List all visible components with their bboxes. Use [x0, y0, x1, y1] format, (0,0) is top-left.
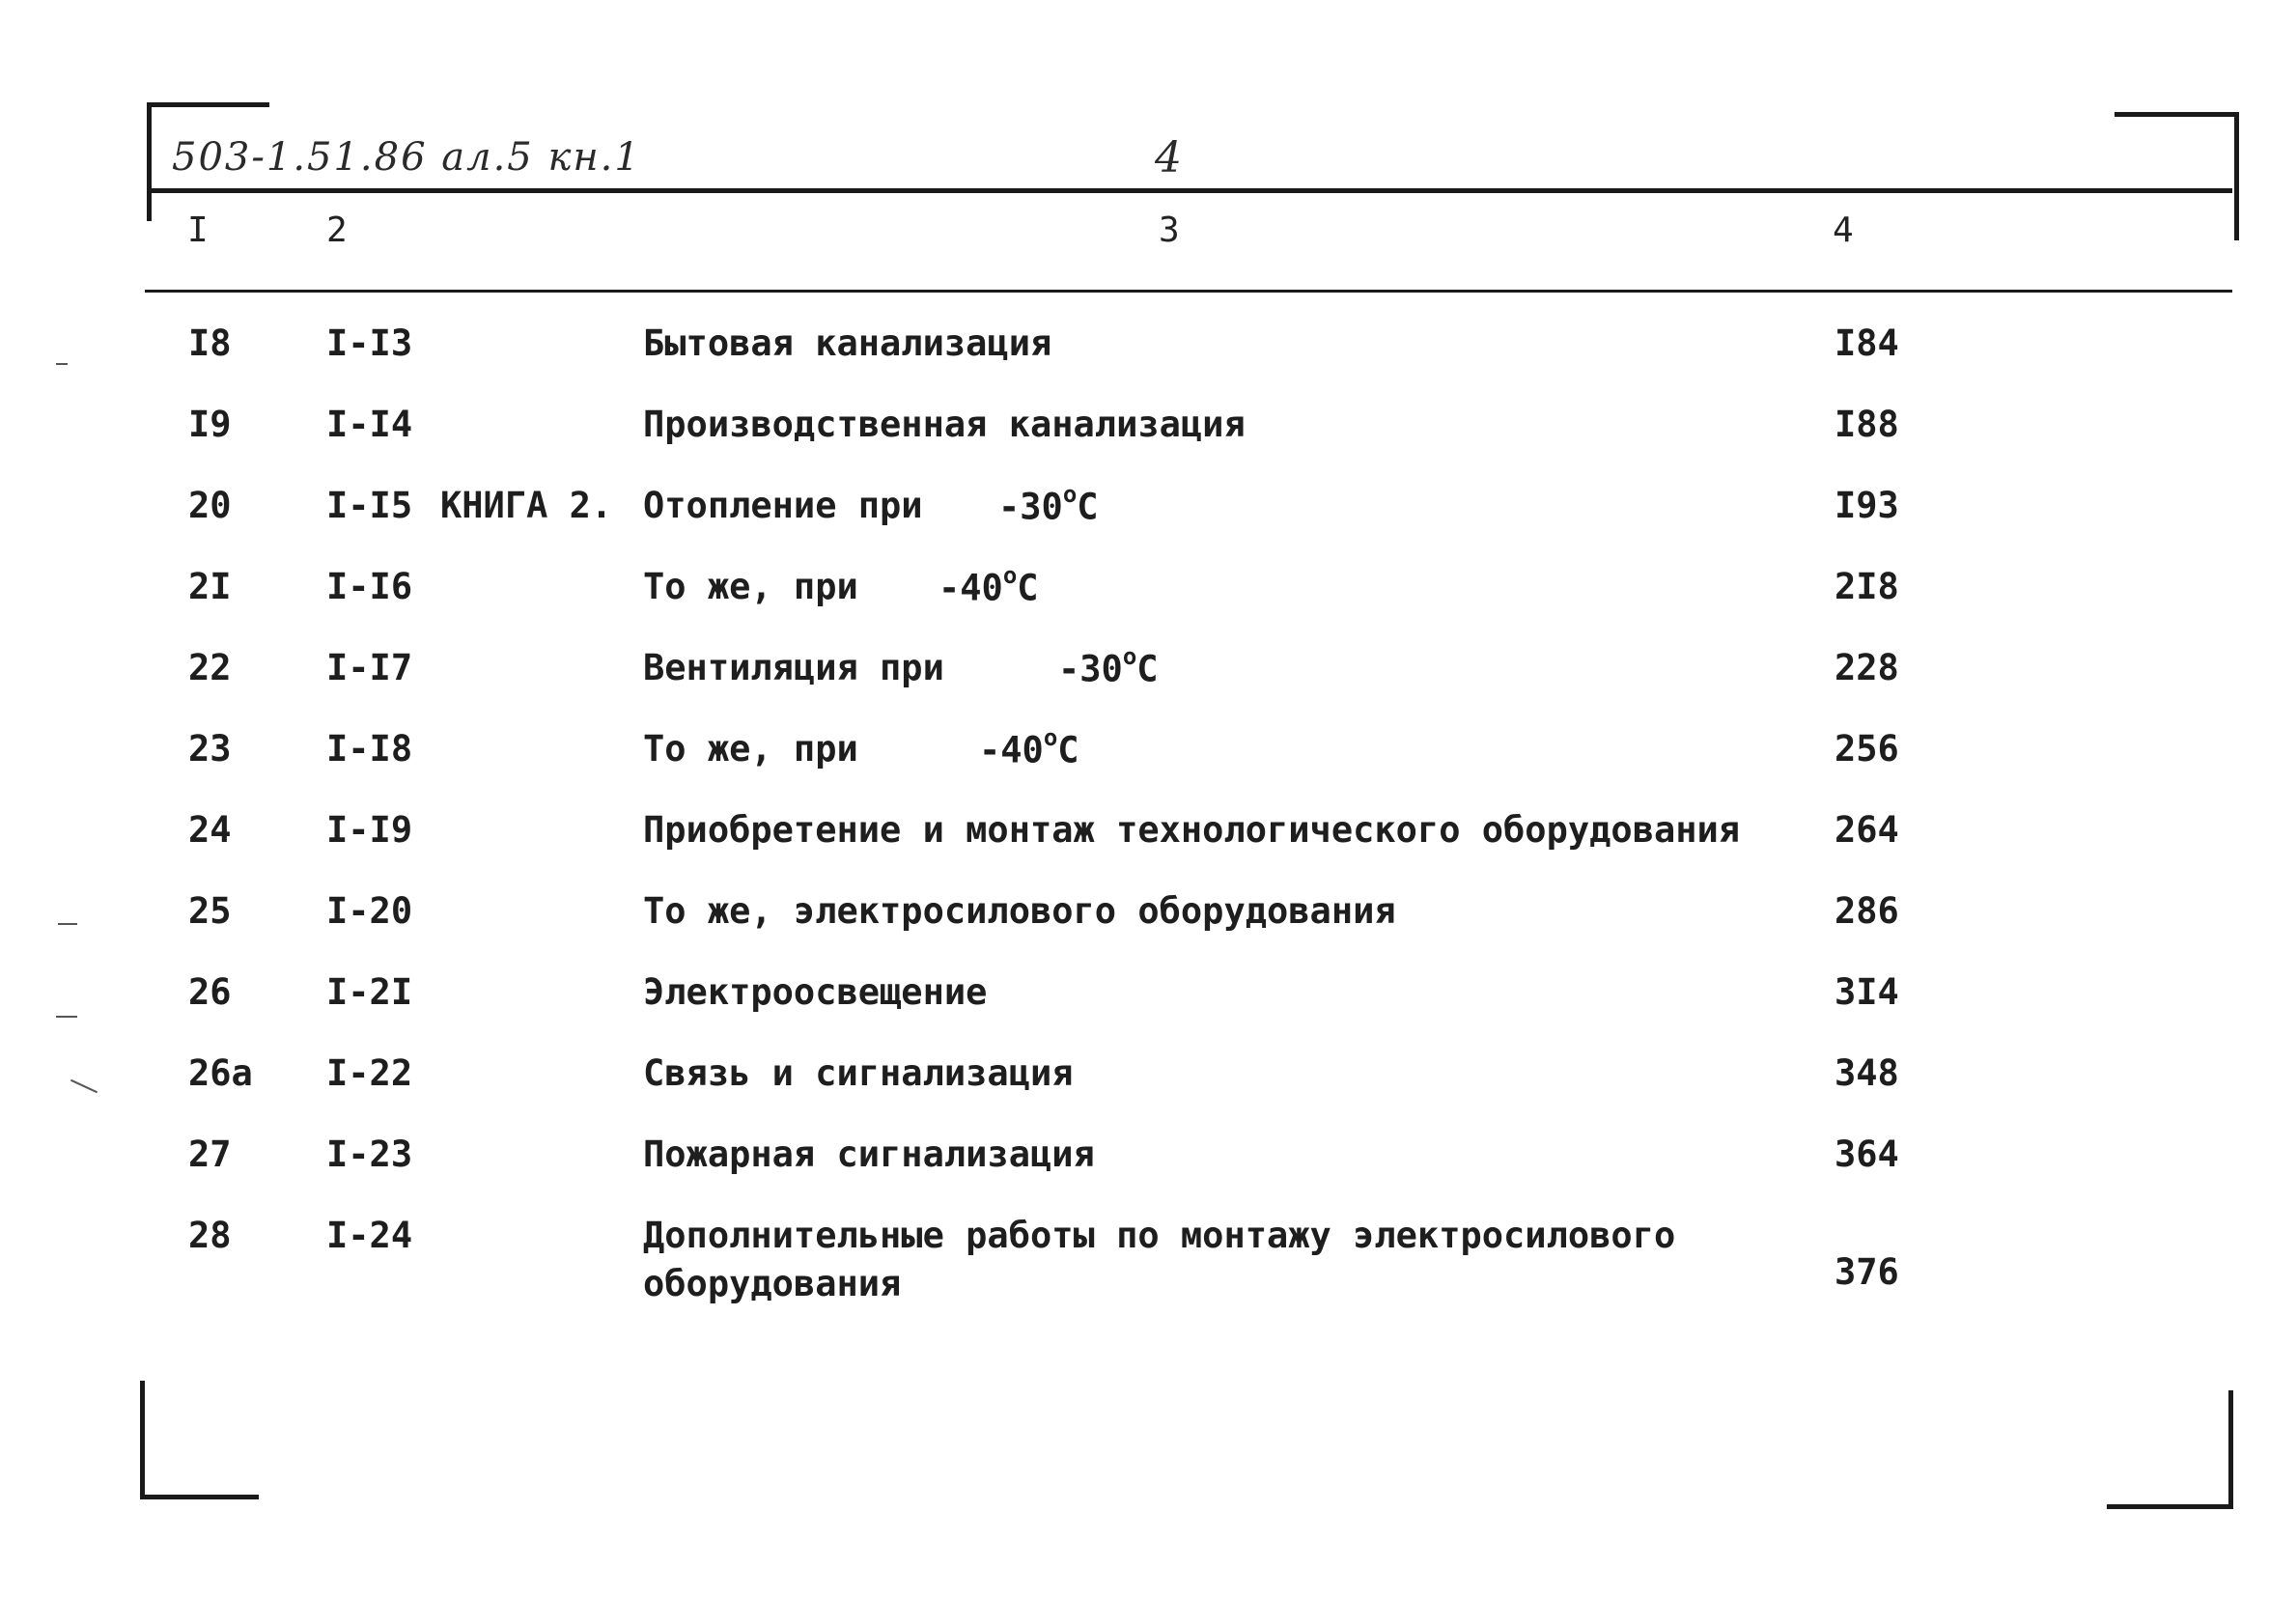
temperature: -30$^o$С [998, 481, 1099, 528]
estimate-code: I-I9 [326, 809, 413, 851]
row-number: 20 [188, 485, 232, 526]
header-rule [147, 188, 2232, 193]
page-ref: 256 [1835, 728, 1899, 770]
estimate-code: I-I6 [326, 566, 413, 607]
row-title: То же, при [643, 566, 858, 607]
row-title: Электроосвещение [643, 971, 988, 1013]
row-number: I8 [188, 322, 232, 364]
page-ref: 2I8 [1835, 566, 1899, 607]
corner-bracket-top-right [2115, 112, 2239, 240]
row-title: Пожарная сигнализация [643, 1134, 1095, 1175]
book-label: КНИГА 2. [440, 485, 613, 526]
column-header-1: I [187, 210, 209, 250]
row-title: Вентиляция при [643, 647, 944, 688]
estimate-code: I-23 [326, 1134, 413, 1175]
estimate-code: I-24 [326, 1215, 413, 1256]
estimate-code: I-I8 [326, 728, 413, 770]
row-number: 23 [188, 728, 232, 770]
row-number: 2I [188, 566, 232, 607]
temperature: -40$^o$С [979, 724, 1079, 771]
row-number: 24 [188, 809, 232, 851]
page-ref: 228 [1835, 647, 1899, 688]
estimate-code: I-I5 [326, 485, 413, 526]
corner-bracket-bottom-right [2107, 1390, 2233, 1509]
row-title: Бытовая канализация [643, 322, 1052, 364]
estimate-code: I-20 [326, 890, 413, 932]
estimate-code: I-I3 [326, 322, 413, 364]
table-row [0, 890, 2269, 958]
table-row [0, 1134, 2269, 1201]
column-header-3: 3 [1159, 210, 1180, 250]
table-row [0, 481, 2269, 552]
estimate-code: I-22 [326, 1052, 413, 1094]
row-number: 25 [188, 890, 232, 932]
page-number: 4 [1155, 133, 1182, 182]
estimate-code: I-2I [326, 971, 413, 1013]
column-header-rule [145, 290, 2232, 293]
row-title: Дополнительные работы по монтажу электросилового [643, 1215, 1676, 1256]
table-row [0, 724, 2269, 796]
row-number: I9 [188, 404, 232, 445]
table-row [0, 1215, 2269, 1321]
row-title-continuation: оборудования [643, 1263, 902, 1304]
page-ref: I88 [1835, 404, 1899, 445]
row-title: То же, электросилового оборудования [643, 890, 1396, 932]
page-ref: 348 [1835, 1052, 1899, 1094]
table-row [0, 809, 2269, 877]
temperature: -30$^o$С [1058, 643, 1159, 690]
estimate-code: I-I4 [326, 404, 413, 445]
table-row [0, 971, 2269, 1039]
row-title: Приобретение и монтаж технологического оборудования [643, 809, 1741, 851]
document-code: 503-1.51.86 ал.5 кн.1 [172, 135, 641, 180]
row-title: Связь и сигнализация [643, 1052, 1074, 1094]
table-row [0, 322, 2269, 390]
row-number: 22 [188, 647, 232, 688]
temperature: -40$^o$С [938, 562, 1039, 609]
table-row [0, 1052, 2269, 1120]
row-number: 28 [188, 1215, 232, 1256]
row-number: 26 [188, 971, 232, 1013]
table-row [0, 562, 2269, 633]
page-ref: 3I4 [1835, 971, 1899, 1013]
table-row [0, 404, 2269, 471]
page-ref: I84 [1835, 322, 1899, 364]
row-title: Производственная канализация [643, 404, 1246, 445]
corner-bracket-bottom-left [140, 1381, 259, 1499]
page-ref: I93 [1835, 485, 1899, 526]
page-ref: 376 [1835, 1251, 1899, 1293]
row-number: 27 [188, 1134, 232, 1175]
row-number: 26а [188, 1052, 253, 1094]
table-row [0, 643, 2269, 714]
page-ref: 286 [1835, 890, 1899, 932]
row-title: Отопление при [643, 485, 923, 526]
estimate-code: I-I7 [326, 647, 413, 688]
page-ref: 364 [1835, 1134, 1899, 1175]
column-header-4: 4 [1833, 210, 1854, 250]
row-title: То же, при [643, 728, 858, 770]
page-ref: 264 [1835, 809, 1899, 851]
column-header-2: 2 [326, 210, 348, 250]
